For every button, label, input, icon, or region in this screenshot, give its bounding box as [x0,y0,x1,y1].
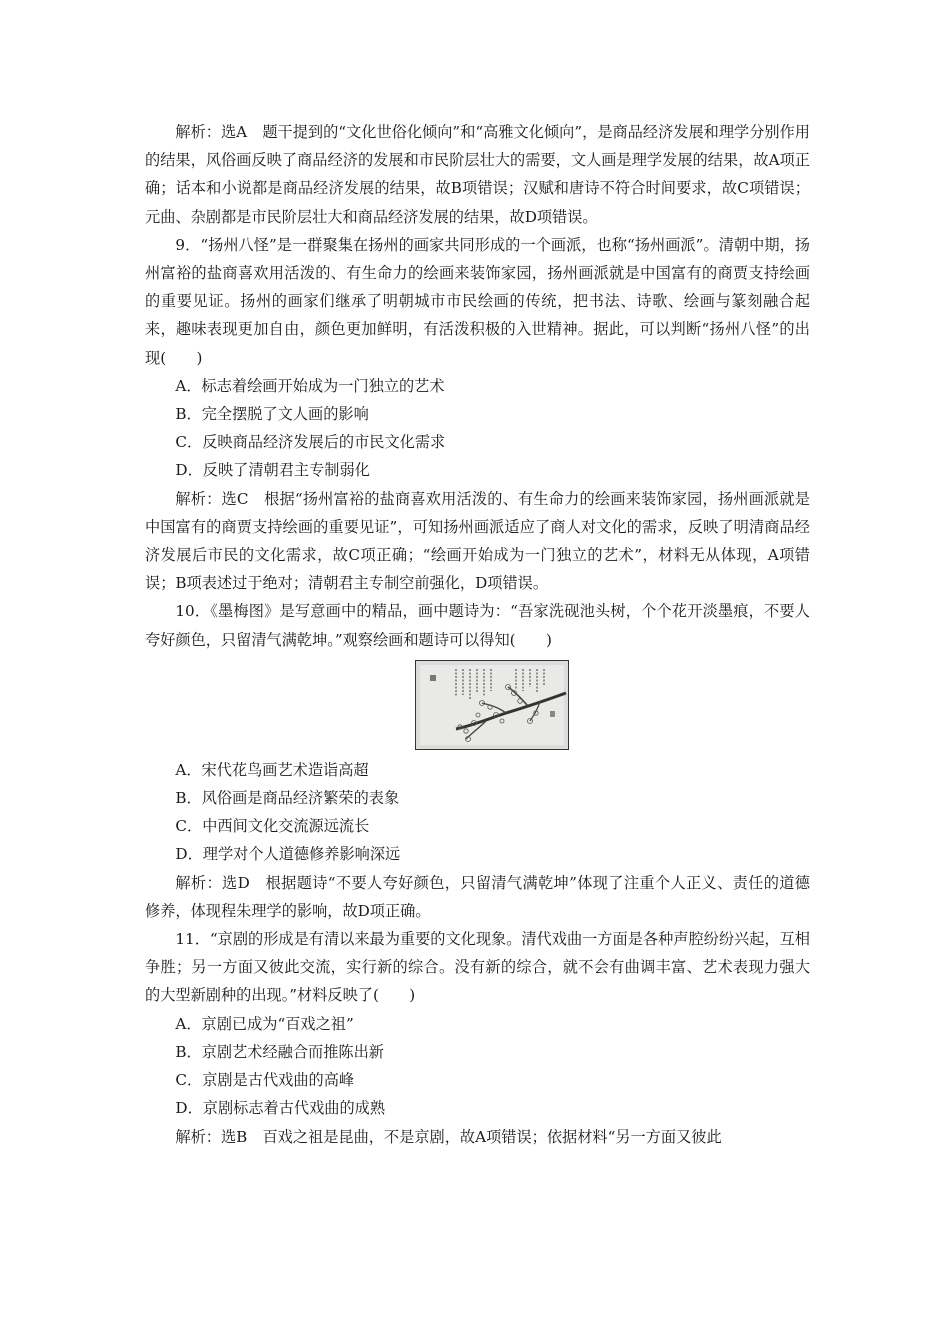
ink-plum-painting-icon [416,661,568,749]
analysis-q9: 解析：选C 根据“扬州富裕的盐商喜欢用活泼的、有生命力的绘画来装饰家园，扬州画派就是中国富有的商贾支持绘画的重要见证”，可知扬州画派适应了商人对文化的需求，反映了明清商品经济发展后市民的文化需求，故C项正确；“绘画开始成为一门独立的艺术”，材料无从体现，A项错误；B项表述过于绝对；清朝君主专制空前强化，D项错误。 [145,489,810,593]
q9-option-a: A．标志着绘画开始成为一门独立的艺术 [175,376,445,395]
q11-option-d: D．京剧标志着古代戏曲的成熟 [175,1099,386,1118]
question-10-stem: 10．《墨梅图》是写意画中的精品，画中题诗为：“吾家洗砚池头树，个个花开淡墨痕，不要人夸好颜色，只留清气满乾坤。”观察绘画和题诗可以得知( ) [145,602,810,649]
question-11-stem: 11．“京剧的形成是有清以来最为重要的文化现象。清代戏曲一方面是各种声腔纷纷兴起，互相争胜；另一方面又彼此交流，实行新的综合。没有新的综合，就不会有曲调丰富、艺术表现力强大的大型新剧种的出现。”材料反映了( ) [145,930,810,1005]
question-9-stem: 9．“扬州八怪”是一群聚集在扬州的画家共同形成的一个画派，也称“扬州画派”。清朝中期，扬州富裕的盐商喜欢用活泼的、有生命力的绘画来装饰家园，扬州画派就是中国富有的商贾支持绘画的重要见证。扬州的画家们继承了明朝城市市民绘画的传统，把书法、诗歌、绘画与篆刻融合起来，趣味表现更加自由，颜色更加鲜明，有活泼积极的入世精神。据此，可以判断“扬州八怪”的出现( ) [145,235,810,367]
q9-option-b: B．完全摆脱了文人画的影响 [175,405,369,424]
q10-option-a: A．宋代花鸟画艺术造诣高超 [175,760,369,779]
q10-option-d: D．理学对个人道德修养影响深远 [175,845,401,864]
q11-option-c: C．京剧是古代戏曲的高峰 [175,1071,355,1090]
analysis-q8: 解析：选A 题干提到的“文化世俗化倾向”和“高雅文化倾向”，是商品经济发展和理学分别作用的结果，风俗画反映了商品经济的发展和市民阶层壮大的需要，文人画是理学发展的结果，故A项正确；话本和小说都是商品经济发展的结果，故B项错误；汉赋和唐诗不符合时间要求，故C项错误；元曲、杂剧都是市民阶层壮大和商品经济发展的结果，故D项错误。 [145,123,810,226]
q11-option-a: A．京剧已成为“百戏之祖” [175,1014,354,1033]
ink-plum-painting-image [415,660,569,750]
q10-option-c: C．中西间文化交流源远流长 [175,817,370,836]
analysis-q10: 解析：选D 根据题诗“不要人夸好颜色，只留清气满乾坤”体现了注重个人正义、责任的道德修养，体现程朱理学的影响，故D项正确。 [145,873,810,920]
q10-option-b: B．风俗画是商品经济繁荣的表象 [175,789,400,808]
q9-option-d: D．反映了清朝君主专制弱化 [175,461,370,480]
q9-option-c: C．反映商品经济发展后的市民文化需求 [175,433,446,452]
q11-option-b: B．京剧艺术经融合而推陈出新 [175,1042,384,1061]
analysis-q11: 解析：选B 百戏之祖是昆曲，不是京剧，故A项错误；依据材料“另一方面又彼此 [175,1127,722,1146]
document-page [145,118,810,1151]
